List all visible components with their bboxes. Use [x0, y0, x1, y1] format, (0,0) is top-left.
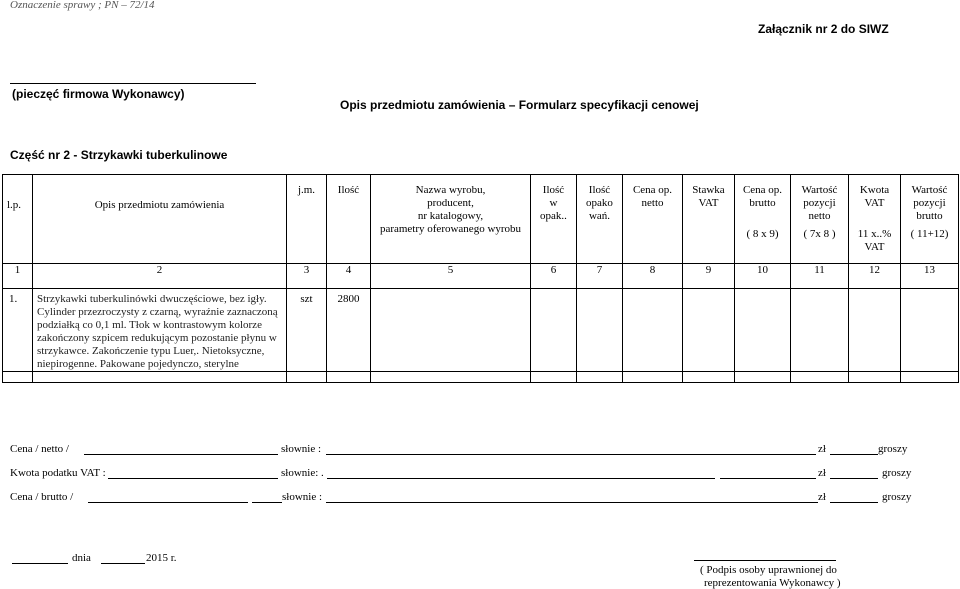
vat-line[interactable]	[108, 478, 278, 479]
date-year-label: 2015 r.	[146, 552, 177, 564]
header-net-value: Wartość pozycji netto ( 7x 8 )	[791, 175, 849, 264]
net-words-line[interactable]	[326, 454, 816, 455]
gross-price-line-a[interactable]	[88, 502, 248, 503]
gross-price-line-b[interactable]	[252, 502, 282, 503]
header-lp: l.p.	[3, 175, 33, 264]
signature-caption-2: reprezentowania Wykonawcy )	[704, 577, 841, 589]
total-cell	[901, 372, 959, 383]
total-cell	[623, 372, 683, 383]
total-cell	[683, 372, 735, 383]
header-unit: j.m.	[287, 175, 327, 264]
col-number: 9	[683, 264, 735, 289]
item-gross-value-field[interactable]	[901, 289, 959, 372]
gross-price-label: Cena / brutto /	[10, 491, 74, 503]
part-title: Część nr 2 - Strzykawki tuberkulinowe	[10, 148, 228, 162]
total-cell	[3, 372, 33, 383]
col-number: 11	[791, 264, 849, 289]
vat-words-label: słownie: .	[281, 467, 324, 479]
net-groszy-line[interactable]	[830, 454, 878, 455]
header-description: Opis przedmiotu zamówienia	[33, 175, 287, 264]
item-product-name-field[interactable]	[371, 289, 531, 372]
company-stamp-label: (pieczęć firmowa Wykonawcy)	[12, 87, 185, 101]
net-groszy-label: groszy	[878, 443, 908, 455]
gross-zl-label: zł	[818, 491, 826, 503]
item-vat-rate-field[interactable]	[683, 289, 735, 372]
net-words-label: słownie :	[281, 443, 322, 455]
item-lp: 1.	[3, 289, 33, 372]
total-cell	[287, 372, 327, 383]
total-cell	[371, 372, 531, 383]
header-qty-in-pack: Ilość w opak..	[531, 175, 577, 264]
col-number: 12	[849, 264, 901, 289]
col-number: 7	[577, 264, 623, 289]
vat-groszy-line[interactable]	[830, 478, 878, 479]
header-gross-value: Wartość pozycji brutto ( 11+12)	[901, 175, 959, 264]
net-zl-label: zł	[818, 443, 826, 455]
col-number: 5	[371, 264, 531, 289]
header-product-name: Nazwa wyrobu, producent, nr katalogowy, parametry oferowanego wyrobu	[371, 175, 531, 264]
col-number: 8	[623, 264, 683, 289]
place-line[interactable]	[12, 563, 68, 564]
annex-title: Załącznik nr 2 do SIWZ	[758, 22, 889, 36]
column-number-row	[3, 264, 959, 289]
gross-groszy-line[interactable]	[830, 502, 878, 503]
header-vat-rate: Stawka VAT	[683, 175, 735, 264]
item-vat-amount-field[interactable]	[849, 289, 901, 372]
total-cell	[735, 372, 791, 383]
net-price-label: Cena / netto /	[10, 443, 69, 455]
item-net-price-field[interactable]	[623, 289, 683, 372]
item-pack-count-field[interactable]	[577, 289, 623, 372]
total-cell	[577, 372, 623, 383]
total-cell	[33, 372, 287, 383]
item-quantity: 2800	[327, 289, 371, 372]
col-number: 10	[735, 264, 791, 289]
net-price-line[interactable]	[84, 454, 278, 455]
header-row	[3, 175, 959, 264]
total-row	[3, 372, 959, 383]
item-gross-price-field[interactable]	[735, 289, 791, 372]
total-cell	[849, 372, 901, 383]
header-pack-count: Ilość opako wań.	[577, 175, 623, 264]
document-reference: Oznaczenie sprawy ; PN – 72/14	[10, 0, 155, 11]
signature-line[interactable]	[694, 560, 836, 561]
vat-label: Kwota podatku VAT :	[10, 467, 106, 479]
header-net-price: Cena op. netto	[623, 175, 683, 264]
price-specification-table	[2, 174, 959, 383]
header-vat-amount: Kwota VAT 11 x..% VAT	[849, 175, 901, 264]
col-number: 2	[33, 264, 287, 289]
gross-groszy-label: groszy	[882, 491, 912, 503]
date-prefix-label: dnia	[72, 552, 91, 564]
header-gross-price: Cena op. brutto ( 8 x 9)	[735, 175, 791, 264]
vat-zl-label: zł	[818, 467, 826, 479]
stamp-line	[10, 83, 256, 84]
gross-words-label: słownie :	[282, 491, 323, 503]
total-cell	[791, 372, 849, 383]
item-unit: szt	[287, 289, 327, 372]
total-cell	[327, 372, 371, 383]
vat-groszy-label: groszy	[882, 467, 912, 479]
item-description: Strzykawki tuberkulinówki dwuczęściowe, bez igły. Cylinder przezroczysty z czarną, wyraźnie zaznaczoną podziałką co 0,1 ml. Tłok w kontrastowym kolorze zakończony szpicem redukującym pozostanie płynu w strzykawce. Zakończenie typu Luer,. Nietoksyczne, niepirogenne. Pakowane pojedynczo, sterylne	[33, 289, 287, 372]
signature-caption-1: ( Podpis osoby uprawnionej do	[700, 564, 837, 576]
col-number: 13	[901, 264, 959, 289]
item-net-value-field[interactable]	[791, 289, 849, 372]
col-number: 4	[327, 264, 371, 289]
vat-words-line-b[interactable]	[720, 478, 816, 479]
form-title: Opis przedmiotu zamówienia – Formularz specyfikacji cenowej	[340, 98, 699, 112]
col-number: 3	[287, 264, 327, 289]
vat-words-line-a[interactable]	[327, 478, 715, 479]
table-row	[3, 289, 959, 372]
date-line[interactable]	[101, 563, 145, 564]
item-qty-in-pack-field[interactable]	[531, 289, 577, 372]
gross-words-line[interactable]	[326, 502, 818, 503]
total-cell	[531, 372, 577, 383]
col-number: 6	[531, 264, 577, 289]
header-quantity: Ilość	[327, 175, 371, 264]
col-number: 1	[3, 264, 33, 289]
